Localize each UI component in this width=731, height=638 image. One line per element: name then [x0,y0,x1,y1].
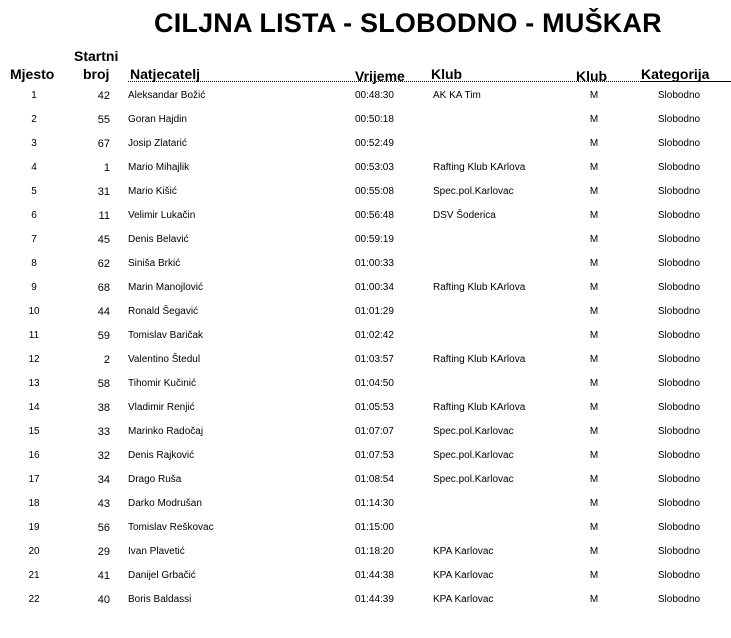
row-competitor-name: Tomislav Baričak [128,330,204,341]
row-place: 16 [28,450,40,461]
row-class: M [589,378,599,389]
row-time: 00:52:49 [355,138,394,149]
row-category: Slobodno [657,210,701,221]
row-club: Spec.pol.Karlovac [433,450,514,461]
row-class: M [589,234,599,245]
row-place: 19 [28,522,40,533]
col-header-place: Mjesto [10,66,55,82]
row-start-number: 34 [97,474,110,486]
row-class: M [589,138,599,149]
row-time: 00:48:30 [355,90,394,101]
row-category: Slobodno [657,378,701,389]
row-club: Rafting Klub KArlova [433,354,526,365]
row-category: Slobodno [657,186,701,197]
row-class: M [589,90,599,101]
row-class: M [589,162,599,173]
table-row [0,306,731,326]
table-row [0,594,731,614]
row-class: M [589,426,599,437]
row-place: 1 [31,90,37,101]
row-class: M [589,402,599,413]
row-competitor-name: Velimir Lukačin [128,210,196,221]
row-time: 01:07:07 [355,426,394,437]
row-category: Slobodno [657,354,701,365]
row-place: 8 [31,258,37,269]
table-row [0,498,731,518]
row-class: M [589,258,599,269]
row-club: Spec.pol.Karlovac [433,426,514,437]
table-row [0,114,731,134]
row-place: 7 [31,234,37,245]
row-start-number: 29 [97,546,110,558]
row-start-number: 32 [97,450,110,462]
row-category: Slobodno [657,546,701,557]
page-title: CILJNA LISTA - SLOBODNO - MUŠKAR [154,8,662,38]
row-place: 18 [28,498,40,509]
row-time: 00:53:03 [355,162,394,173]
row-time: 01:02:42 [355,330,394,341]
row-start-number: 38 [97,402,110,414]
row-class: M [589,474,599,485]
row-place: 21 [28,570,40,581]
row-time: 01:15:00 [355,522,394,533]
row-time: 00:55:08 [355,186,394,197]
table-row [0,90,731,110]
row-start-number: 56 [97,522,110,534]
row-place: 10 [28,306,40,317]
row-competitor-name: Aleksandar Božić [128,90,206,101]
row-competitor-name: Tomislav Reškovac [128,522,214,533]
row-club: Spec.pol.Karlovac [433,186,514,197]
col-header-name: Natjecatelj [130,66,201,82]
row-competitor-name: Ronald Šegavić [128,306,199,317]
row-competitor-name: Denis Belavić [128,234,189,245]
row-class: M [589,522,599,533]
row-competitor-name: Siniša Brkić [128,258,181,269]
row-category: Slobodno [657,402,701,413]
row-club: AK KA Tim [433,90,481,101]
table-row [0,450,731,470]
row-competitor-name: Mario Mihajlik [128,162,190,173]
row-class: M [589,186,599,197]
row-place: 17 [28,474,40,485]
row-category: Slobodno [657,474,701,485]
row-category: Slobodno [657,282,701,293]
col-header-category: Kategorija [641,66,710,82]
row-class: M [589,354,599,365]
row-category: Slobodno [657,570,701,581]
row-club: Rafting Klub KArlova [433,162,526,173]
table-row [0,138,731,158]
table-row [0,402,731,422]
row-competitor-name: Drago Ruša [128,474,182,485]
col-header-club-2: Klub [576,68,608,84]
row-start-number: 45 [97,234,110,246]
row-competitor-name: Goran Hajdin [128,114,187,125]
row-start-number: 41 [97,570,110,582]
row-competitor-name: Denis Rajković [128,450,195,461]
row-time: 01:04:50 [355,378,394,389]
row-time: 00:59:19 [355,234,394,245]
row-competitor-name: Tihomir Kučinić [128,378,196,389]
row-place: 4 [31,162,37,173]
row-time: 01:00:34 [355,282,394,293]
table-row [0,354,731,374]
row-class: M [589,330,599,341]
row-place: 11 [28,330,40,341]
row-place: 20 [28,546,40,557]
row-category: Slobodno [657,450,701,461]
row-class: M [589,306,599,317]
row-place: 15 [28,426,40,437]
row-competitor-name: Mario Kišić [128,186,177,197]
row-start-number: 67 [97,138,110,150]
row-club: KPA Karlovac [433,546,494,557]
row-class: M [589,498,599,509]
row-start-number: 31 [97,186,110,198]
row-category: Slobodno [657,522,701,533]
col-header-time: Vrijeme [355,68,405,84]
row-place: 14 [28,402,40,413]
row-place: 3 [31,138,37,149]
table-row [0,186,731,206]
table-row [0,210,731,230]
row-time: 01:08:54 [355,474,394,485]
col-header-start-line1: Startni [74,48,119,64]
row-start-number: 11 [98,210,110,222]
row-club: DSV Šoderica [433,210,496,221]
row-competitor-name: Darko Modrušan [128,498,202,509]
row-class: M [589,570,599,581]
table-row [0,330,731,350]
row-start-number: 43 [97,498,110,510]
row-time: 01:44:38 [355,570,394,581]
row-class: M [589,114,599,125]
row-start-number: 2 [103,354,110,366]
table-row [0,234,731,254]
row-category: Slobodno [657,306,701,317]
row-start-number: 42 [97,90,110,102]
row-competitor-name: Boris Baldassi [128,594,192,605]
col-header-start-line2: broj [83,66,110,82]
table-row [0,282,731,302]
row-place: 9 [31,282,37,293]
row-time: 01:03:57 [355,354,394,365]
row-category: Slobodno [657,234,701,245]
row-time: 01:18:20 [355,546,394,557]
row-time: 01:44:39 [355,594,394,605]
table-row [0,378,731,398]
row-place: 5 [31,186,37,197]
row-start-number: 55 [97,114,110,126]
row-competitor-name: Valentino Štedul [128,354,201,365]
row-club: Spec.pol.Karlovac [433,474,514,485]
table-row [0,546,731,566]
row-class: M [589,546,599,557]
row-class: M [589,450,599,461]
row-competitor-name: Danijel Grbačić [128,570,196,581]
row-start-number: 62 [97,258,110,270]
row-time: 00:50:18 [355,114,394,125]
row-place: 12 [28,354,40,365]
row-time: 00:56:48 [355,210,394,221]
row-time: 01:07:53 [355,450,394,461]
row-category: Slobodno [657,90,701,101]
row-start-number: 44 [97,306,110,318]
row-category: Slobodno [657,258,701,269]
col-header-club: Klub [431,66,463,82]
row-category: Slobodno [657,498,701,509]
table-row [0,426,731,446]
row-category: Slobodno [657,330,701,341]
row-class: M [589,282,599,293]
table-row [0,474,731,494]
row-place: 22 [28,594,40,605]
row-start-number: 68 [97,282,110,294]
row-start-number: 58 [97,378,110,390]
row-place: 13 [28,378,40,389]
row-category: Slobodno [657,162,701,173]
row-time: 01:05:53 [355,402,394,413]
row-club: Rafting Klub KArlova [433,282,526,293]
table-row [0,522,731,542]
row-start-number: 59 [97,330,110,342]
row-club: Rafting Klub KArlova [433,402,526,413]
row-place: 6 [31,210,37,221]
row-club: KPA Karlovac [433,594,494,605]
row-place: 2 [31,114,37,125]
row-category: Slobodno [657,594,701,605]
row-competitor-name: Ivan Plavetić [128,546,185,557]
row-start-number: 40 [97,594,110,606]
table-row [0,570,731,590]
row-club: KPA Karlovac [433,570,494,581]
row-start-number: 33 [97,426,110,438]
row-category: Slobodno [657,114,701,125]
row-competitor-name: Marinko Radočaj [128,426,204,437]
row-category: Slobodno [657,138,701,149]
row-category: Slobodno [657,426,701,437]
row-competitor-name: Josip Zlatarić [128,138,187,149]
row-time: 01:01:29 [355,306,394,317]
row-time: 01:00:33 [355,258,394,269]
table-row [0,162,731,182]
row-time: 01:14:30 [355,498,394,509]
row-competitor-name: Vladimir Renjić [128,402,195,413]
row-class: M [589,594,599,605]
row-start-number: 1 [103,162,110,174]
row-class: M [589,210,599,221]
row-competitor-name: Marin Manojlović [128,282,204,293]
table-row [0,258,731,278]
